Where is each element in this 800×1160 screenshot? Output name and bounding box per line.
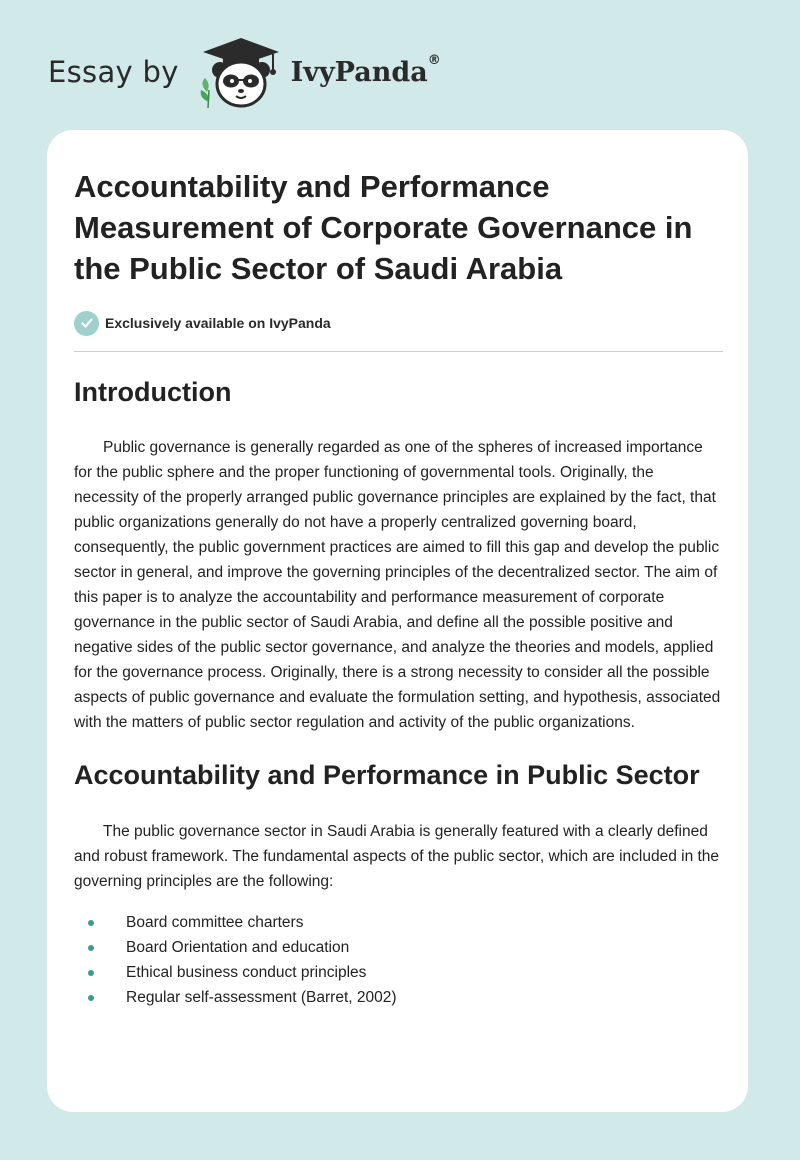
list-item (74, 960, 722, 985)
ivypanda-logo-icon[interactable] (193, 32, 289, 112)
essay-by-label: Essay by (48, 55, 179, 89)
site-header (48, 32, 441, 112)
exclusive-badge (74, 310, 722, 336)
list-item (74, 985, 722, 1010)
introduction-paragraph: Public governance is generally regarded as one of the spheres of increased importance for the public sphere and the proper functioning of governmental tools. Originally, the necessity of the properly arranged public governance principles are explained by the fact, that public organizations generally do not have a properly centralized governing board, consequently, the public government practices are aimed to fill this gap and develop the public sector in general, and improve the governing principles of the decentralized sector. The aim of this paper is to analyze the accountability and performance measurement of corporate governance in the public sector of Saudi Arabia, and define all the possible positive and negative sides of the public sector governance, and analyze the theories and models, applied for the governance process. Originally, there is a strong necessity to consider all the possible aspects of public governance and evaluate the formulation setting, and hypothesis, associated with the matters of public sector regulation and activity of the public organizations. (74, 439, 721, 731)
exclusive-badge-label: Exclusively available on IvyPanda (105, 315, 331, 331)
bullet-dot-icon (88, 920, 94, 926)
list-item-text: Board committee charters (126, 914, 304, 931)
brand-name-text: IvyPanda (290, 56, 428, 88)
bullet-dot-icon (88, 995, 94, 1001)
title-divider (74, 351, 723, 352)
list-item-text: Regular self-assessment (Barret, 2002) (126, 989, 397, 1006)
article-title: Accountability and Performance Measurement of Corporate Governance in the Public Sector of Saudi Arabia (74, 169, 693, 286)
check-circle-icon (74, 311, 99, 336)
brand-name[interactable] (290, 52, 441, 88)
section-heading-accountability: Accountability and Performance in Public Sector (74, 760, 700, 790)
list-item-text: Ethical business conduct principles (126, 964, 367, 981)
article-card (47, 130, 748, 1112)
registered-mark: ® (427, 52, 441, 68)
list-item-text: Board Orientation and education (126, 939, 350, 956)
list-item (74, 910, 722, 935)
list-item (74, 935, 722, 960)
bullet-dot-icon (88, 945, 94, 951)
section-heading-introduction: Introduction (74, 377, 232, 407)
accountability-paragraph: The public governance sector in Saudi Arabia is generally featured with a clearly defined and robust framework. The fundamental aspects of the public sector, which are included in the governing principles are the following: (74, 823, 720, 890)
bullet-dot-icon (88, 970, 94, 976)
governance-principles-list (74, 910, 722, 1010)
